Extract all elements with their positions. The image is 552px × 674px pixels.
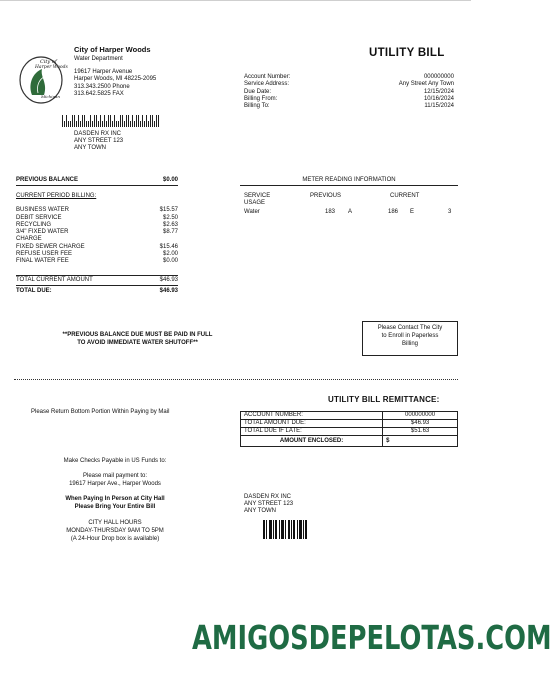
recipient-line3: ANY TOWN — [74, 145, 107, 152]
charge-row: FINAL WATER FEE $0.00 — [16, 258, 178, 265]
recipient-address — [74, 131, 123, 153]
checks-note: Make Checks Payable in US Funds to: — [63, 458, 167, 464]
meter-service: Water — [244, 209, 260, 215]
remit-recipient: DASDEN RX INC ANY STREET 123 ANY TOWN — [244, 494, 294, 515]
due-date-value: 12/15/2024 — [423, 88, 454, 95]
total-current-label: TOTAL CURRENT AMOUNT — [16, 276, 93, 283]
meter-col-previous: PREVIOUS — [310, 193, 342, 199]
remittance-title: UTILITY BILL REMITTANCE: — [328, 395, 440, 404]
postal-barcode — [62, 115, 159, 127]
account-number-label: Account Number: — [244, 74, 291, 80]
city-hall-hours: CITY HALL HOURS MONDAY-THURSDAY 9AM TO 5PM (A 24-Hour Drop box is available) — [66, 520, 164, 542]
recipient-line2: ANY STREET 123 — [74, 138, 124, 145]
recipient-line1: DASDEN RX INC — [74, 131, 122, 137]
logo-text-mid: Harper Woods — [35, 65, 68, 70]
amount-enclosed-field[interactable]: $ — [383, 436, 458, 447]
org-name: City of Harper Woods — [74, 45, 151, 54]
org-block — [74, 45, 156, 98]
total-due-value: $46.93 — [159, 287, 178, 294]
table-row: TOTAL AMOUNT DUE: $46.93 — [241, 420, 458, 428]
address-line2: Harper Woods, MI 48225-2095 — [74, 76, 157, 83]
phone: 313.343.2500 Phone — [74, 83, 130, 90]
current-period-label: CURRENT PERIOD BILLING: — [16, 193, 97, 200]
charge-row: FIXED SEWER CHARGE $15.46 — [16, 243, 178, 250]
meter-section — [240, 177, 458, 186]
billing-to-label: Billing To: — [244, 103, 270, 110]
fax: 313.642.5825 FAX — [74, 90, 124, 97]
total-current-value: $46.93 — [159, 276, 178, 283]
meter-previous-value: 183 — [325, 209, 336, 215]
paperless-box: Please Contact The City to Enroll in Paperless Billing — [362, 321, 458, 356]
mail-payment: Please mail payment to: 19617 Harper Ave., Harper Woods — [69, 473, 161, 487]
address-line1: 19617 Harper Avenue — [74, 69, 133, 76]
perforation-line — [14, 379, 458, 380]
charge-row: CHARGE — [16, 236, 42, 243]
meter-current-value: 186 — [388, 209, 399, 215]
charge-row: REFUSE USER FEE $2.00 — [16, 251, 178, 258]
department: Water Department — [74, 56, 123, 62]
table-row: ACCOUNT NUMBER: 000000000 — [241, 412, 458, 420]
in-person-note: When Paying In Person at City Hall Please Bring Your Entire Bill — [65, 496, 165, 510]
meter-col-service: SERVICE USAGE — [244, 193, 271, 206]
return-note: Please Return Bottom Portion Within Paying by Mail — [31, 409, 170, 415]
city-logo — [18, 55, 68, 105]
amount-enclosed-label: AMOUNT ENCLOSED: — [241, 436, 383, 447]
shutoff-notice-line1: **PREVIOUS BALANCE DUE MUST BE PAID IN FULL — [62, 332, 213, 338]
service-address-label: Service Address: — [244, 81, 290, 88]
account-number-value: 000000000 — [423, 74, 454, 80]
total-due-label: TOTAL DUE: — [16, 287, 52, 294]
due-date-label: Due Date: — [244, 88, 272, 95]
billing-to-value: 11/15/2024 — [424, 103, 454, 110]
logo-text-bottom: Michigan — [41, 94, 60, 99]
watermark: AMIGOSDEPELOTAS.COM — [192, 618, 552, 657]
charge-row: 3/4" FIXED WATER $8.77 — [16, 229, 178, 236]
meter-previous-code: A — [348, 209, 353, 215]
meter-current-code: E — [410, 209, 415, 215]
charges-section — [16, 177, 178, 295]
billing-from-value: 10/16/2024 — [423, 95, 454, 102]
charge-row: DEBIT SERVICE $2.50 — [16, 214, 178, 221]
charge-items — [16, 207, 178, 265]
bill-title: UTILITY BILL — [369, 47, 445, 59]
service-address-value: Any Street Any Town — [398, 81, 454, 88]
meter-title: METER READING INFORMATION — [302, 177, 396, 183]
charge-row: RECYCLING $2.63 — [16, 221, 178, 228]
charge-row: BUSINESS WATER $15.57 — [16, 207, 178, 214]
account-barcode — [263, 520, 307, 539]
previous-balance-value: $0.00 — [162, 177, 178, 183]
table-row: TOTAL DUE IF LATE: $51.63 — [241, 428, 458, 436]
previous-balance-label: PREVIOUS BALANCE — [16, 177, 79, 183]
amount-enclosed-row — [241, 436, 458, 447]
meter-usage: 3 — [448, 209, 452, 215]
top-border — [0, 0, 471, 1]
logo-text-top: City of — [40, 59, 57, 65]
remittance-table — [240, 411, 458, 447]
shutoff-notice-line2: TO AVOID IMMEDIATE WATER SHUTOFF** — [77, 340, 198, 346]
shutoff-notice — [30, 331, 245, 347]
account-info — [244, 74, 454, 110]
meter-col-current: CURRENT — [390, 193, 420, 199]
billing-from-label: Billing From: — [244, 95, 278, 102]
